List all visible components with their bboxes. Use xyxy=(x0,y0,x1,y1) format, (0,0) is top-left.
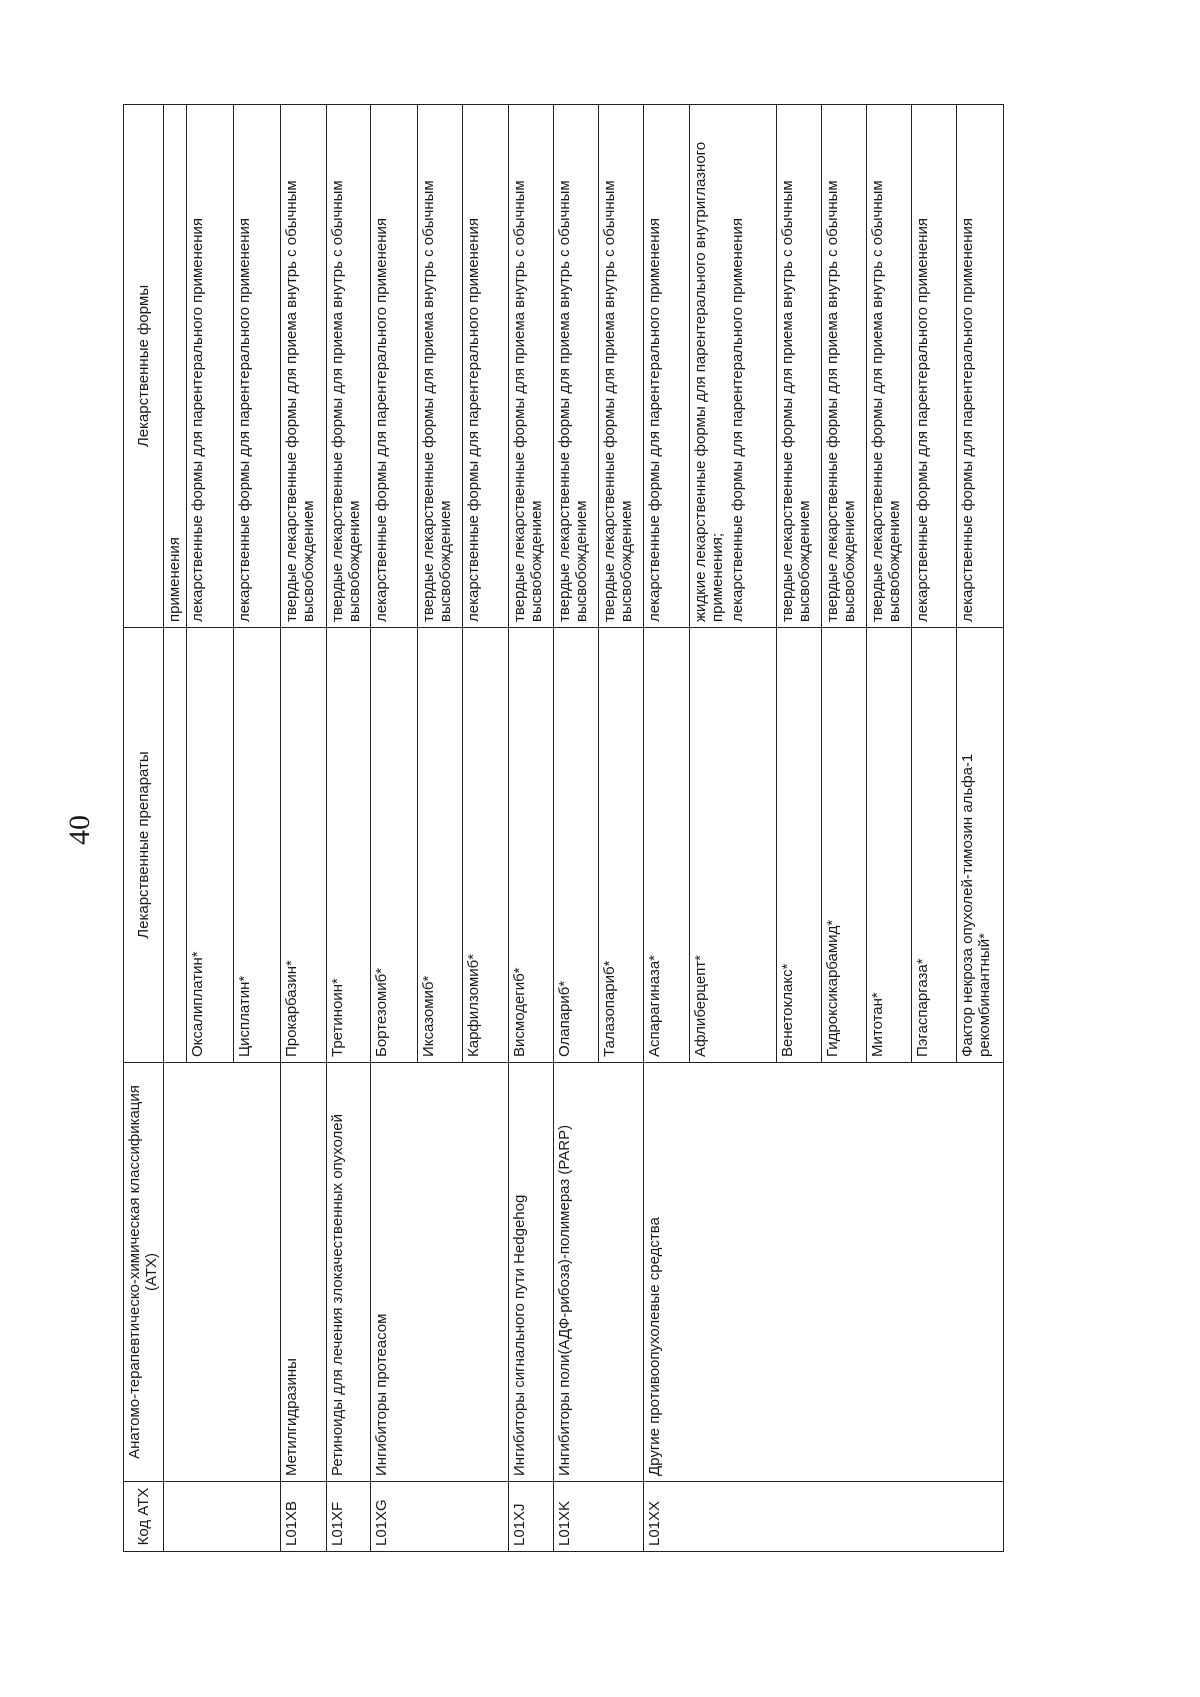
table-row xyxy=(371,105,418,1552)
forms-cell: лекарственные формы для парентерального применения xyxy=(644,105,690,628)
class-cell: Ингибиторы поли(АДФ-рибоза)-полимераз (PARP) xyxy=(554,1063,644,1482)
forms-cell: твердые лекарственные формы для приема внутрь с обычным высвобождением xyxy=(418,105,463,628)
class-cell xyxy=(164,1063,281,1482)
table-row xyxy=(281,105,327,1552)
code-cell: L01XG xyxy=(371,1482,509,1552)
forms-cell: твердые лекарственные формы для приема внутрь с обычным высвобождением xyxy=(822,105,867,628)
header-code: Код АТХ xyxy=(124,1482,164,1552)
drug-cell: Талазопариб* xyxy=(599,628,644,1063)
forms-cell: твердые лекарственные формы для приема внутрь с обычным высвобождением xyxy=(777,105,822,628)
forms-cell: лекарственные формы для парентерального применения xyxy=(463,105,509,628)
code-cell: L01XF xyxy=(327,1482,371,1552)
drug-cell: Гидроксикарбамид* xyxy=(822,628,867,1063)
table-row xyxy=(554,105,599,1552)
drug-cell: Фактор некроза опухолей-тимозин альфа-1 рекомбинантный* xyxy=(957,628,1004,1063)
class-cell: Ретиноиды для лечения злокачественных опухолей xyxy=(327,1063,371,1482)
code-cell xyxy=(164,1482,281,1552)
code-cell: L01XJ xyxy=(509,1482,554,1552)
drug-cell: Афлиберцепт* xyxy=(690,628,777,1063)
drug-cell: Цисплатин* xyxy=(234,628,281,1063)
drug-cell: Олапариб* xyxy=(554,628,599,1063)
table-row xyxy=(644,105,690,1552)
forms-cell: лекарственные формы для парентерального применения xyxy=(234,105,281,628)
code-cell: L01XX xyxy=(644,1482,1004,1552)
drug-cell: Аспарагиназа* xyxy=(644,628,690,1063)
drug-cell: Карфилзомиб* xyxy=(463,628,509,1063)
page-number: 40 xyxy=(63,815,96,845)
code-cell: L01XK xyxy=(554,1482,644,1552)
drug-cell: Иксазомиб* xyxy=(418,628,463,1063)
drug-cell: Третиноин* xyxy=(327,628,371,1063)
drug-cell: Бортезомиб* xyxy=(371,628,418,1063)
forms-cell: твердые лекарственные формы для приема внутрь с обычным высвобождением xyxy=(867,105,912,628)
drug-cell: Висмодегиб* xyxy=(509,628,554,1063)
drug-cell: Прокарбазин* xyxy=(281,628,327,1063)
forms-cell: лекарственные формы для парентерального применения xyxy=(957,105,1004,628)
forms-cell: твердые лекарственные формы для приема внутрь с обычным высвобождением xyxy=(509,105,554,628)
atc-drug-table xyxy=(123,104,1004,1552)
forms-cell: жидкие лекарственные формы для парентерального внутриглазного применения; лекарственные формы для парентерального применения xyxy=(690,105,777,628)
header-forms: Лекарственные формы xyxy=(124,105,164,628)
header-classification: Анатомо-терапевтическо-химическая классификация (АТХ) xyxy=(124,1063,164,1482)
class-cell: Другие противоопухолевые средства xyxy=(644,1063,1004,1482)
header-drug: Лекарственные препараты xyxy=(124,628,164,1063)
forms-cell: твердые лекарственные формы для приема внутрь с обычным высвобождением xyxy=(281,105,327,628)
drug-cell: Митотан* xyxy=(867,628,912,1063)
forms-cell: твердые лекарственные формы для приема внутрь с обычным высвобождением xyxy=(599,105,644,628)
class-cell: Метилгидразины xyxy=(281,1063,327,1482)
drug-cell: Венетоклакс* xyxy=(777,628,822,1063)
class-cell: Ингибиторы сигнального пути Hedgehog xyxy=(509,1063,554,1482)
rotated-page xyxy=(123,105,1200,1552)
table-row xyxy=(509,105,554,1552)
table-row xyxy=(164,105,187,1552)
forms-cell: лекарственные формы для парентерального применения xyxy=(912,105,957,628)
drug-cell: Оксалиплатин* xyxy=(187,628,234,1063)
forms-cell: твердые лекарственные формы для приема внутрь с обычным высвобождением xyxy=(327,105,371,628)
forms-cell: лекарственные формы для парентерального применения xyxy=(187,105,234,628)
forms-cell: применения xyxy=(164,105,187,628)
forms-cell: лекарственные формы для парентерального применения xyxy=(371,105,418,628)
drug-cell: Пэгаспаргаза* xyxy=(912,628,957,1063)
class-cell: Ингибиторы протеасом xyxy=(371,1063,509,1482)
forms-cell: твердые лекарственные формы для приема внутрь с обычным высвобождением xyxy=(554,105,599,628)
drug-cell xyxy=(164,628,187,1063)
table-header-row xyxy=(124,105,164,1552)
table-row xyxy=(327,105,371,1552)
code-cell: L01XB xyxy=(281,1482,327,1552)
